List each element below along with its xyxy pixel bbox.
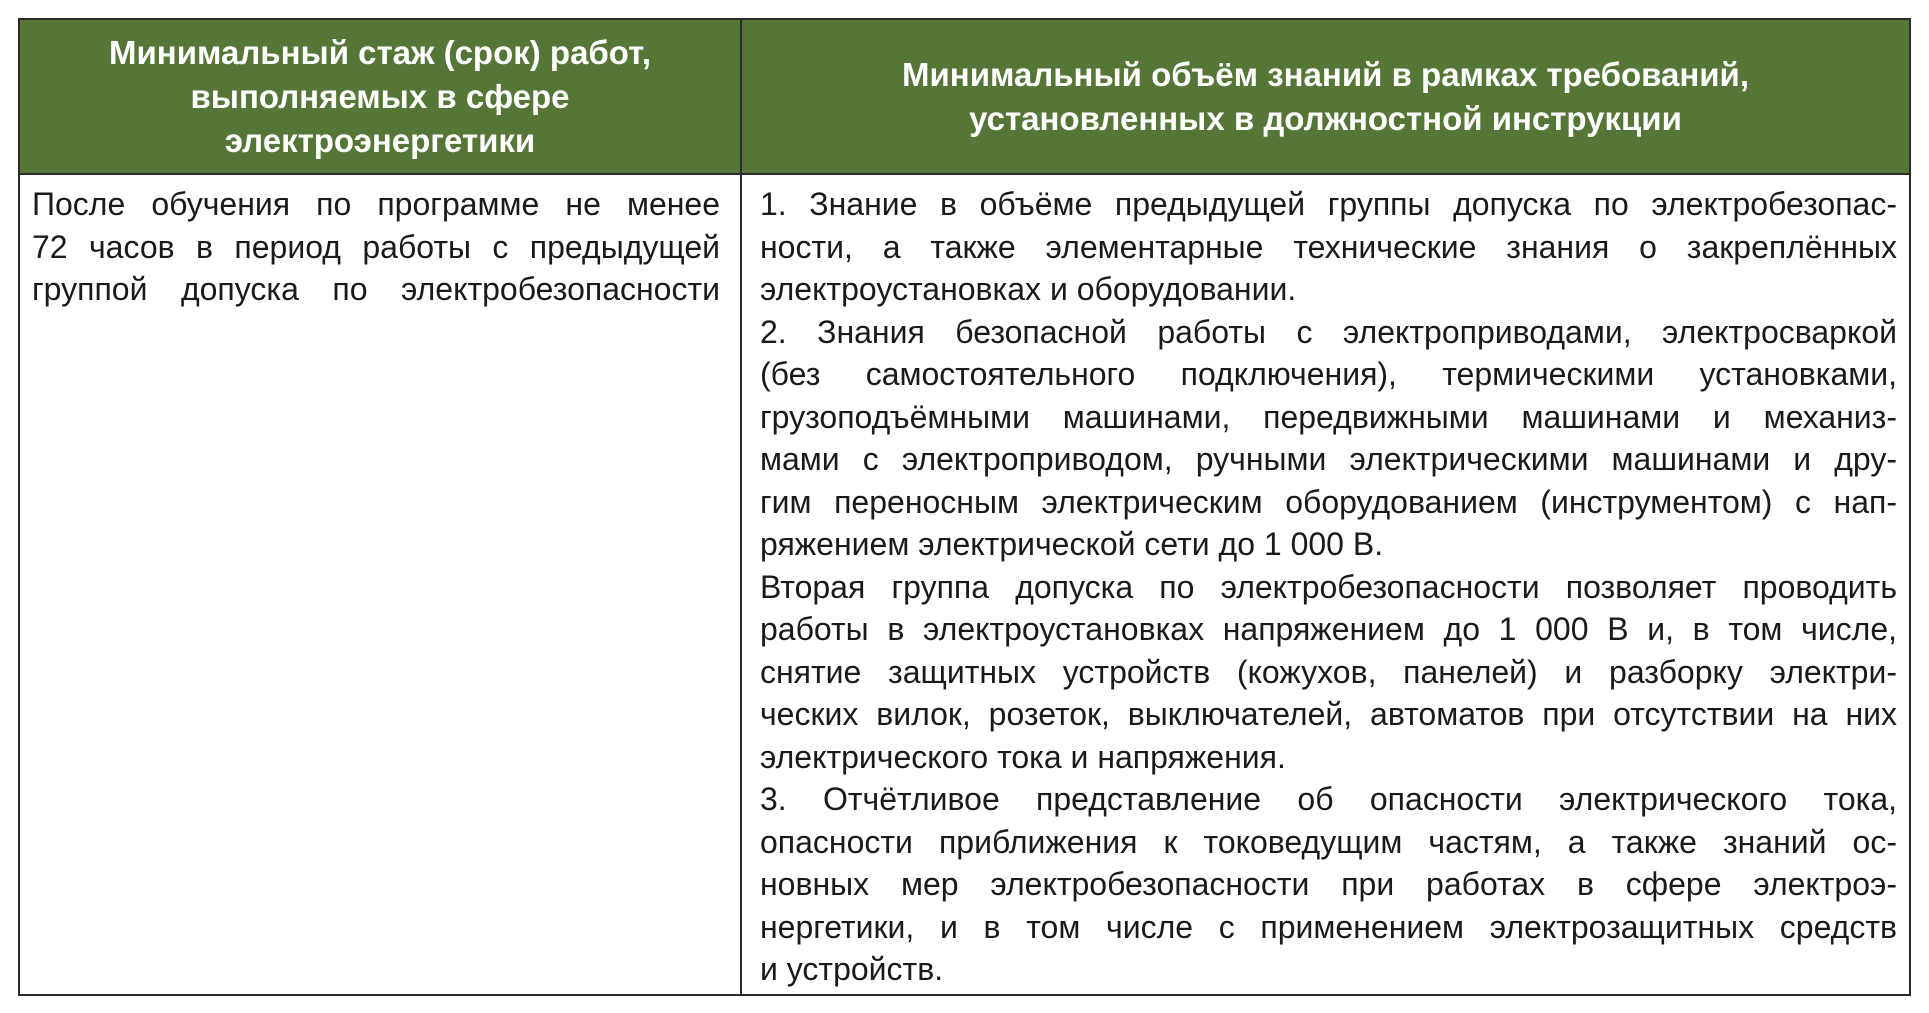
text-line: работы в электроустановках напряжением до 1 000 В и, в том числе, (760, 611, 1897, 647)
text-line: 2. Знания безопасной работы с электроприводами, электросваркой (760, 313, 1897, 350)
experience-paragraph (32, 183, 720, 311)
text-line: электроустановках и оборудовании. (760, 271, 1297, 307)
text-line: и устройств. (760, 951, 944, 987)
knowledge-item-2 (760, 311, 1897, 566)
text-line: После обучения по программе не менее (32, 186, 720, 222)
text-line: новных мер электробезопасности при работах в сфере электроэ- (760, 866, 1897, 902)
text-line: ческих вилок, розеток, выключателей, автоматов при отсутствии на них (760, 696, 1897, 732)
text-line: нергетики, и в том числе с применением электрозащитных средств (760, 908, 1897, 945)
header-min-knowledge (742, 20, 1909, 175)
text-line: снятие защитных устройств (кожухов, панелей) и разборку электри- (760, 653, 1897, 690)
knowledge-item-1 (760, 183, 1897, 311)
text-line: ряжением электрической сети до 1 000 В. (760, 526, 1384, 562)
text-line: 72 часов в период работы с предыдущей (32, 228, 720, 265)
header-right-line: Минимальный объём знаний в рамках требований, (901, 55, 1750, 93)
header-right-line: установленных в должностной инструкции (969, 99, 1682, 137)
header-left-line: Минимальный стаж (срок) работ, (109, 33, 651, 71)
header-left-line: электроэнергетики (224, 121, 536, 159)
requirements-table (18, 18, 1911, 996)
text-line: электрического тока и напряжения. (760, 738, 1286, 775)
text-line: 3. Отчётливое представление об опасности электрического тока, (760, 781, 1897, 817)
text-line: 1. Знание в объёме предыдущей группы допуска по электробезопас- (760, 186, 1897, 222)
text-line: мами с электроприводом, ручными электрическими машинами и дру- (760, 441, 1897, 477)
text-line: грузоподъёмными машинами, передвижными машинами и механиз- (760, 398, 1897, 435)
cell-experience-requirement (20, 175, 742, 994)
text-line: группой допуска по электробезопасности (32, 271, 720, 307)
second-group-note (760, 566, 1897, 779)
cell-knowledge-requirement (742, 175, 1909, 994)
text-line: (без самостоятельного подключения), термическими установками, (760, 356, 1897, 392)
header-min-experience (20, 20, 742, 175)
knowledge-item-3 (760, 778, 1897, 991)
text-line: опасности приближения к токоведущим частям, а также знаний ос- (760, 823, 1897, 860)
text-line: гим переносным электрическим оборудованием (инструментом) с нап- (760, 483, 1897, 520)
text-line: Вторая группа допуска по электробезопасности позволяет проводить (760, 568, 1897, 605)
header-left-line: выполняемых в сфере (190, 77, 570, 115)
text-line: ности, а также элементарные технические знания о закреплённых (760, 228, 1897, 265)
